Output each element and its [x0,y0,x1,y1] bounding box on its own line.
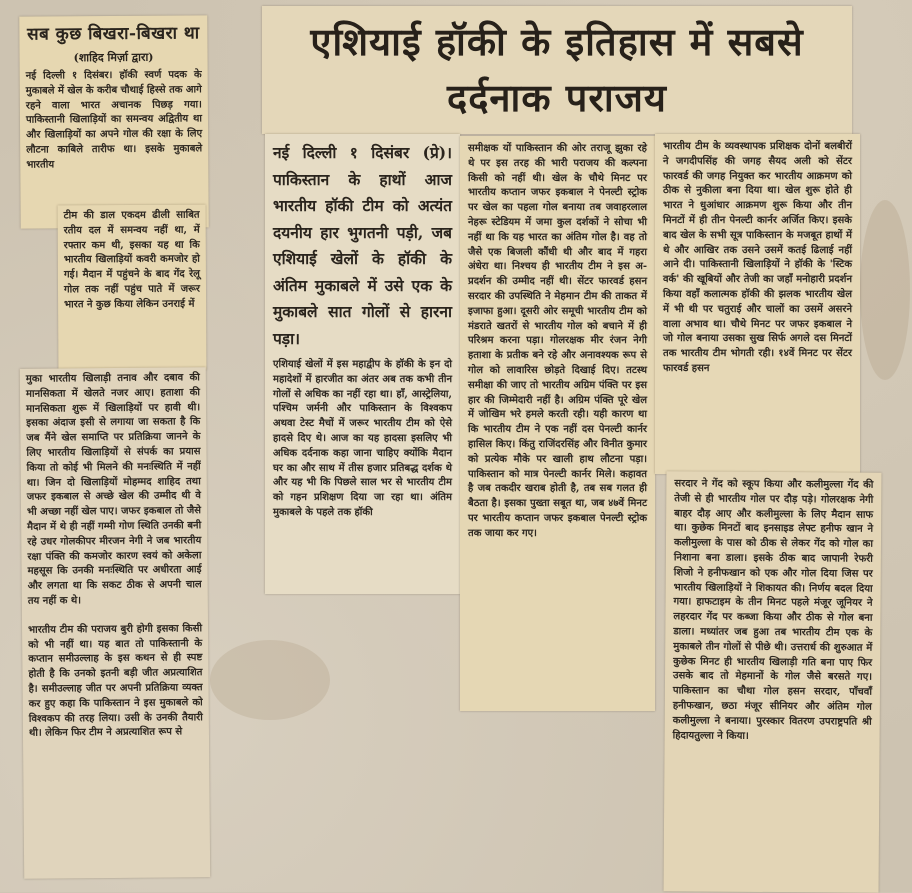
headline-clipping [262,6,852,134]
left-article-paragraph-3: मुका भारतीय खिलाड़ी तनाव और दबाव की मानसिकता में खेलते नजर आए। हताशा की मानसिकता शुरू में खिलाड़ियों पर हावी थी। इसका अंदाज इसी से लगाया जा सकता है कि जब मैंने खेल समाप्ति पर प्रतिक्रिया जानने के लिए भारतीय खिलाड़ियों से संपर्क का प्रयास किया तो कोई भी मिलने की मनःस्थिति में नहीं था। जिन दो खिलाड़ियों मोहम्मद शाहिद तथा जफर इकबाल से अच्छे खेल की उम्मीद थी वे भी अच्छा नहीं खेल पाए। जफर इकबाल तो जैसे मैदान में थे ही नहीं गम्मी गोण स्थिति उनकी बनी रहे उधर गोलकीपर मीरजन नेगी ने जब भारतीय रक्षा पंक्ति की कमजोर कारण स्वयं को अकेला महसूस कि उनकी मनःस्थिति पर अधीरता आई और लगता था कि सकट ठीक से अपनी चाल तय नहीं क थे। [25,372,202,607]
left-article-title: सब कुछ बिखरा-बिखरा था [27,23,200,45]
main-article-column-2 [460,136,655,711]
left-article-clipping-middle [58,205,207,371]
main-article-column-4 [664,471,882,892]
left-article-clipping-bottom [20,367,210,879]
left-article-clipping-top [19,15,208,228]
main-article-column-4-text: सरदार ने गेंद को स्कूप किया और कलीमुल्ला गेंद की तेजी से ही भारतीय गोल पर दौड़ पड़े। गोलरक्षक नेगी बाहर दौड़ आए और कलीमुल्ला के लिए मैदान साफ था। कुछेक मिनटों बाद इनसाइड लेफ्ट हनीफ खान ने कलीमुल्ला के पास को ठीक से लेकर गेंद को गोल का निशाना बना डाला। इसके ठीक बाद जापानी रेफरी शिजो ने हनीफखान को एक और गोल दिया जिस पर भारतीय खिलाड़ियों ने शिकायत की। निर्णय बदल दिया गया। हाफटाइम के तीन मिनट पहले मंजूर जूनियर ने लहरदार गेंद पर कब्जा किया और ठीक से गोल बना डाला। मध्यांतर जब हुआ तब भारतीय टीम एक के मुकाबले तीन गोलों से पीछे थी। उत्तरार्ध की शुरुआत में कुछेक मिनट ही भारतीय खिलाड़ी गति बना पाए फिर उसके बाद तो मेहमानों के गोल जैसे बरसते गए। पाकिस्तान का चौथा गोल हसन सरदार, पाँचवाँ हनीफखान, छठा मंजूर सीनियर और अंतिम गोल कलीमुल्ला ने बनाया। पुरस्कार वितरण उपराष्ट्रपति श्री हिदायतुल्ला ने किया। [672,478,874,742]
left-article-paragraph-1: नई दिल्ली १ दिसंबर। हॉकी स्वर्ण पदक के मुकाबले में खेल के करीब चौथाई हिस्से तक आगे रहने वाला भारत अचानक पिछड़ गया। पाकिस्तानी खिलाड़ियों का समन्वय अद्वितीय था और खिलाड़ियों का अपने गोल की रक्षा के लिए लौटना काबिले तारीफ था। इसके मुकाबले भारतीय [25,69,203,171]
paper-stain [860,200,910,380]
left-article-byline: (शाहिद मिर्ज़ा द्वारा) [73,50,154,65]
paper-stain [210,640,330,720]
main-article-column-3-text: भारतीय टीम के व्यवस्थापक प्रशिक्षक दोनों बलबीरों ने जगदीपसिंह की जगह सैयद अली को सेंटर फारवर्ड की जगह नियुक्त कर भारतीय आक्रमण को ठीक से नुकीला बना दिया था। खेल शुरू होते ही भारत ने धुआंधार आक्रमण शुरू किया और तीन मिनटों में ही तीन पेनल्टी कार्नर अर्जित किए। इसके बाद खेल के सभी सूत्र पाकिस्तान के मजबूत हाथों में थे और आखिर तक उसने उसमें कतई ढिलाई नहीं आने दी। पाकिस्तानी खिलाड़ियों ने हॉकी के 'स्टिक वर्क' की खूबियों और तेजी का जहाँ मनोहारी प्रदर्शन किया वहाँ कलात्मक हॉकी की झलक भारतीय खेल में भी थी पर चतुराई और चालों का उसमें असरने वाला अभाव था। चौथे मिनट पर जफर इकबाल ने जो गोल बनाया उसका सुख सिर्फ अगले दस मिनटों तक भारतीय टीम भोगती रही। १४वें मिनट पर सेंटर फारवर्ड हसन [663,141,852,374]
main-article-lead: नई दिल्ली १ दिसंबर (प्रे)। पाकिस्तान के हाथों आज भारतीय हॉकी टीम को अत्यंत दयनीय हार भुगतनी पड़ी, जब एशियाई खेलों के हॉकी के अंतिम मुकाबले में उसे एक के मुकाबले सात गोलों से हारना पड़ा। [273,143,452,348]
main-article-column-1-text: एशियाई खेलों में इस महाद्वीप के हॉकी के इन दो महादेशों में हारजीत का अंतर अब तक कभी तीन गोलों से अधिक का नहीं रहा था। हाँ, आस्ट्रेलिया, पश्चिम जर्मनी और पाकिस्तान के विश्वकप अथवा टेस्ट मैचों में जरूर भारतीय टीम को ऐसे हादसे दिए थे। आज का यह हादसा इसलिए भी अधिक दर्दनाक कहा जाना चाहिए क्योंकि मैदान घर का और साथ में तीस हजार प्रतिबद्ध दर्शक थे और यह भी कि पिछले साल भर से भारतीय टीम को गहन प्रशिक्षण दिया जा रहा था। अंतिम मुकाबले के पहले तक हॉकी [273,359,452,518]
left-article-paragraph-2: टीम की डाल एकदम ढीली साबित रतीय दल में समन्वय नहीं था, में रफ्तार कम थी, इसका यह था कि भारतीय खिलाड़ियों कवरी कमजोर हो गई। मैदान में पहुंचने के बाद गेंद रेलू गोल तक नहीं पहुंच पाते में जरूर भारत ने कुछ किया लेकिन उनराई में [63,209,201,311]
main-article-column-2-text: समीक्षक यों पाकिस्तान की ओर तराजू झुका रहे थे पर इस तरह की भारी पराजय की कल्पना किसी को नहीं थी। खेल के चौथे मिनट पर भारतीय कप्तान जफर इकबाल ने पेनल्टी स्ट्रोक पर खेल का पहला गोल बनाया तब जवाहरलाल नेहरू स्टेडियम में जमा कुल दर्शकों ने सोचा भी नहीं था कि यह भारत का अंतिम गोल है। वह तो जैसे एक बिजली कौंधी थी और बाद में गहरा अंधेरा था। निश्चय ही भारतीय टीम ने इस अ-प्रदर्शन की उम्मीद नहीं थी। सेंटर फारवर्ड हसन सरदार की उपस्थिति ने मेहमान टीम की ताकत में इजाफा हुआ। दूसरी ओर समूची भारतीय टीम को मंडराते खतरों से भारतीय गोल को बचाने में ही परिश्रम करना पड़ा। गोलरक्षक मीर रंजन नेगी हताशा के प्रतीक बने रहे और अनावश्यक रूप से गोल को लावारिस छोड़ते दिखाई दिए। तटस्थ समीक्षा की जाए तो भारतीय अग्रिम पंक्ति पर इस हार की जिम्मेदारी नहीं है। अग्रिम पंक्ति पूरे खेल में जोखिम भरे हमले करती रही। यही कारण था कि भारतीय टीम ने एक नहीं दस पेनल्टी कार्नर हासिल किए। किंतु राजिंदरसिंह और विनीत कुमार को प्रत्येक मौके पर खाली हाथ लौटना पड़ा। पाकिस्तान को मात्र पेनल्टी कार्नर मिले। कहावत है जब तकदीर खराब होती है, तब सब गलत ही बैठता है। इसका पुख्ता सबूत था, जब ४७वें मिनट पर भारतीय कप्तान जफर इकबाल पेनल्टी स्ट्रोक तक जाया कर गए। [468,143,647,539]
main-article-column-3 [655,134,860,474]
left-article-paragraph-4: भारतीय टीम की पराजय बुरी होगी इसका किसी को भी नहीं था। यह बात तो पाकिस्तानी के कप्तान समीउल्लाह के इस कथन से ही स्पष्ट होती है कि उनको इतनी बड़ी जीत अप्रत्याशित है। समीउल्लाह जीत पर अपनी प्रतिक्रिया व्यक्त कर हुए कहा कि पाकिस्तान ने इस मुकाबले को विश्वकप की तरह लिया। उसी के उनकी तैयारी थी। लेकिन फिर टीम ने अप्रत्याशित रूप से [28,622,203,740]
main-headline: एशियाई हॉकी के इतिहास में सबसे दर्दनाक पराजय [310,19,804,120]
main-article-column-1 [265,134,460,594]
